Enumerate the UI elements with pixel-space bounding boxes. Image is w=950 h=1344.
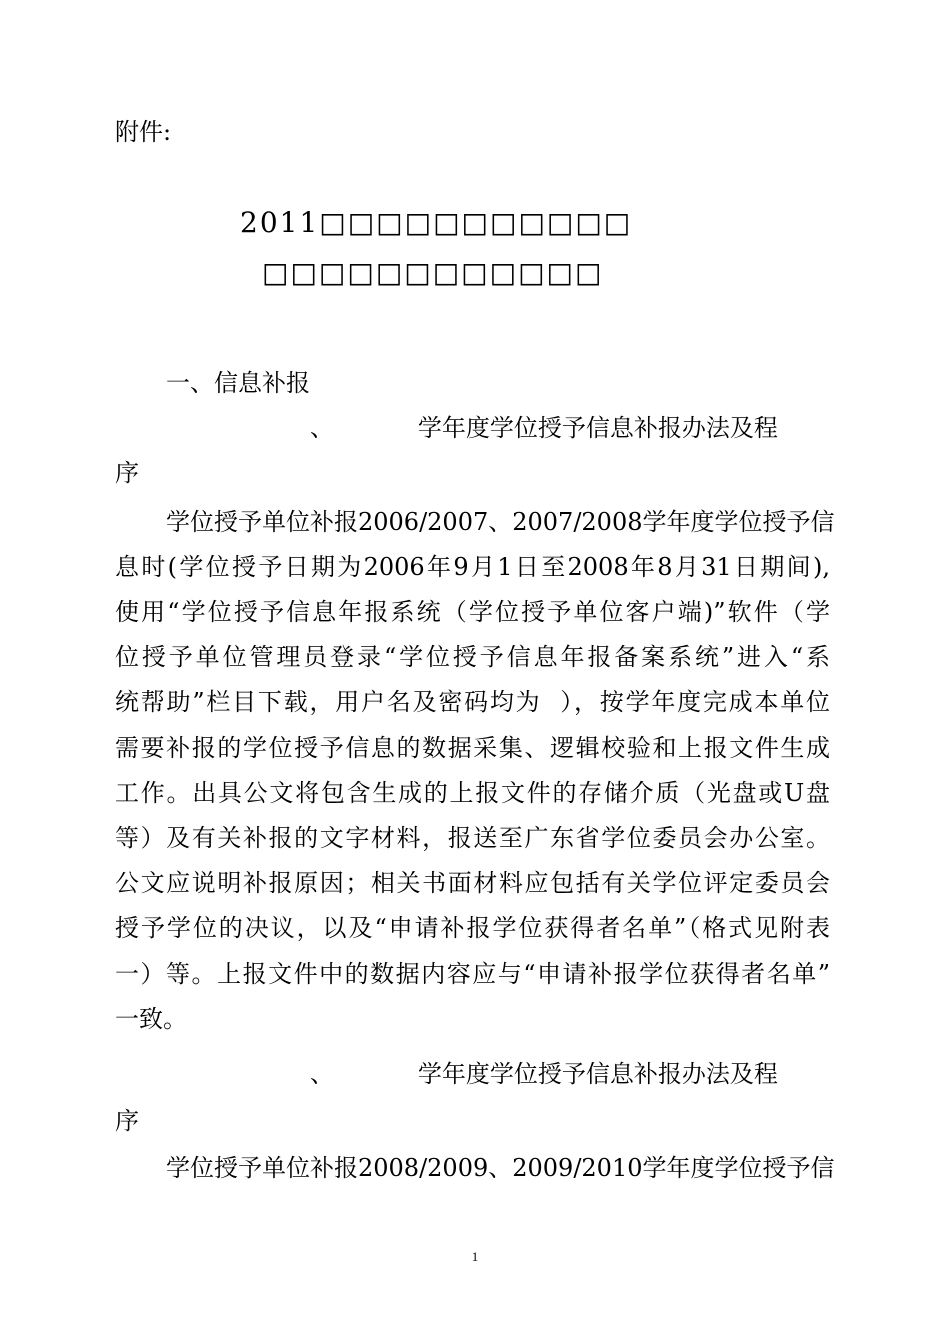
paragraph-line: 授予学位的决议，以及“申请补报学位获得者名单”（格式见附表 <box>115 914 830 942</box>
subsection2-heading-cont: 序 <box>115 1107 139 1135</box>
paragraph-line: 工作。出具公文将包含生成的上报文件的存储介质（光盘或U盘 <box>115 779 830 807</box>
subsection1-heading-cont: 序 <box>115 459 139 487</box>
subsection1-heading: 、 学年度学位授予信息补报办法及程 <box>310 414 778 442</box>
paragraph-line: 统帮助”栏目下载，用户名及密码均为 ），按学年度完成本单位 <box>115 688 830 716</box>
paragraph-line: 位授予单位管理员登录“学位授予信息年报备案系统”进入“系 <box>115 643 830 671</box>
paragraph-line: 需要补报的学位授予信息的数据采集、逻辑校验和上报文件生成 <box>115 734 830 762</box>
section-heading-info-supplement: 一、信息补报 <box>166 369 310 397</box>
paragraph-line: 学位授予单位补报2008/2009、2009/2010学年度学位授予信 <box>166 1154 835 1182</box>
paragraph-line: 学位授予单位补报2006/2007、2007/2008学年度学位授予信 <box>166 508 835 536</box>
paragraph-line: 公文应说明补报原因；相关书面材料应包括有关学位评定委员会 <box>115 869 830 897</box>
document-title-line1: 2011□□□□□□□□□□□ <box>240 206 633 239</box>
document-title-line2: □□□□□□□□□□□□ <box>262 256 604 289</box>
paragraph-line: 息时(学位授予日期为2006年9月1日至2008年8月31日期间), <box>115 553 830 581</box>
paragraph-line: 等）及有关补报的文字材料，报送至广东省学位委员会办公室。 <box>115 824 830 852</box>
attachment-label: 附件: <box>115 118 172 146</box>
paragraph-line: 一致。 <box>115 1005 187 1033</box>
paragraph-line: 使用“学位授予信息年报系统（学位授予单位客户端)”软件（学 <box>115 598 830 626</box>
page-number: 1 <box>471 1249 479 1264</box>
subsection2-heading: 、 学年度学位授予信息补报办法及程 <box>310 1060 778 1088</box>
paragraph-line: 一）等。上报文件中的数据内容应与“申请补报学位获得者名单” <box>115 960 830 988</box>
